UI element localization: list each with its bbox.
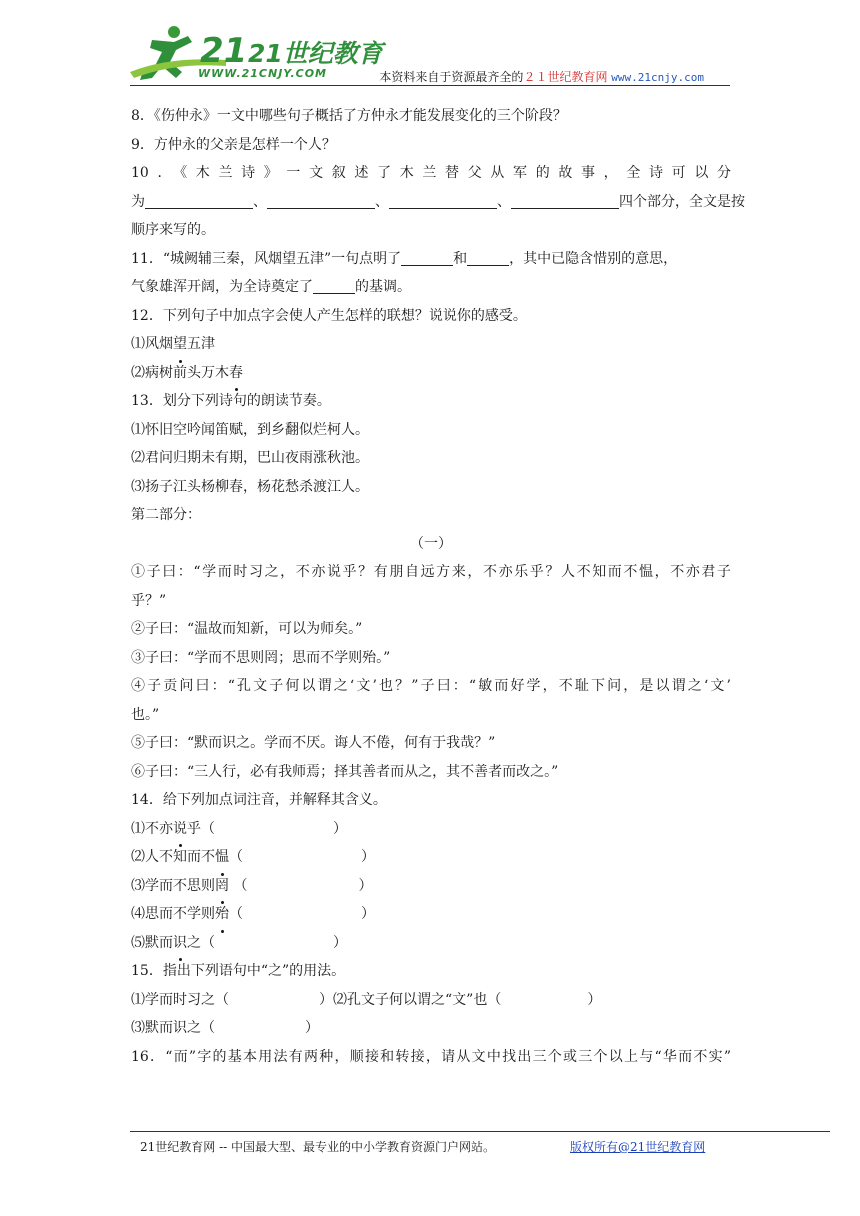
text-fragment: 之（	[187, 934, 215, 951]
question-15-items-row	[131, 986, 731, 1015]
separator: 、	[497, 193, 511, 210]
text-fragment: ⑶学而不思则	[131, 877, 215, 894]
part-two-title: 第二部分：	[131, 507, 201, 523]
page-header	[130, 22, 730, 86]
question-11-line-1	[131, 245, 731, 274]
question-13-item: ⑶扬子江头杨柳春，杨花愁杀渡江人。	[131, 478, 369, 495]
question-16: 16．“而”字的基本用法有两种，顺接和转接，请从文中找出三个或三个以上与“华而不实”	[131, 1048, 731, 1065]
text-fragment: （	[229, 877, 248, 894]
text-fragment: ，其中已隐含惜别的意思，	[509, 250, 678, 267]
header-source-line	[379, 68, 704, 85]
question-13-item: ⑵君问归期未有期，巴山夜雨涨秋池。	[131, 450, 369, 466]
text-fragment: 气象雄浑开阔，为全诗奠定了	[131, 279, 313, 295]
question-14-stem: 14．给下列加点词注音，并解释其含义。	[131, 792, 387, 808]
text-fragment: 五津	[187, 336, 215, 352]
page-footer	[140, 1138, 706, 1155]
text-fragment: ）	[305, 1020, 319, 1036]
text-fragment: ）	[333, 934, 347, 951]
dotted-character: 识	[173, 929, 187, 958]
question-12-item-1	[131, 330, 731, 359]
footer-divider	[130, 1131, 830, 1132]
passage-line: ⑤子曰：“默而识之。学而不厌。诲人不倦，何有于我哉？”	[131, 735, 496, 751]
passage-line: 乎？”	[131, 592, 167, 609]
header-divider	[130, 85, 730, 86]
passage-line: ③子曰：“学而不思则罔；思而不学则殆。”	[131, 649, 391, 666]
question-14-item	[131, 815, 731, 844]
passage-line: ④子贡问曰：“孔文子何以谓之‘文’也？”子曰：“敏而好学，不耻下问，是以谓之‘文’	[131, 678, 731, 694]
question-14-item	[131, 900, 731, 929]
question-14-item	[131, 929, 731, 958]
text-fragment: ）	[361, 849, 375, 865]
question-15-stem: 15．指出下列语句中“之”的用法。	[131, 963, 346, 979]
text-fragment: ）	[361, 906, 375, 922]
footer-description: 21世纪教育网 -- 中国最大型、最专业的中小学教育资源门户网站。	[140, 1140, 496, 1154]
text-fragment: 四个部分，全文是按	[619, 193, 745, 210]
text-fragment: ⑵人不知而不	[131, 849, 215, 865]
question-8: 8．《伤仲永》一文中哪些句子概括了方仲永才能发展变化的三个阶段？	[131, 108, 567, 124]
question-14-item	[131, 843, 731, 872]
passage-line: ①子曰：“学而时习之，不亦说乎？有朋自远方来，不亦乐乎？人不知而不愠，不亦君子	[131, 564, 731, 580]
footer-copyright-link[interactable]: 版权所有@21世纪教育网	[570, 1140, 706, 1154]
passage-line: ⑥子曰：“三人行，必有我师焉；择其善者而从之，其不善者而改之。”	[131, 763, 559, 780]
dotted-character: 说	[173, 815, 187, 844]
text-fragment: 和	[453, 250, 468, 267]
dotted-character: 望	[173, 330, 187, 359]
fill-blank	[267, 192, 375, 209]
text-fragment: ⑵孔文子何以谓之“文”也（	[333, 991, 502, 1008]
question-11-line-2	[131, 273, 731, 302]
section-heading: （一）	[410, 535, 452, 552]
text-fragment: ⑶默而识之（	[131, 1020, 215, 1036]
dotted-character: 殆	[215, 900, 229, 929]
question-12-item-2	[131, 359, 731, 388]
question-14-item	[131, 872, 731, 901]
text-fragment: ⑸默而	[131, 934, 173, 951]
header-source-highlight[interactable]: ２１世纪教育网	[523, 70, 608, 84]
question-9: 9．方仲永的父亲是怎样一个人？	[131, 136, 336, 153]
text-fragment: ）	[333, 820, 347, 837]
text-fragment: 的基调。	[355, 279, 411, 295]
svg-text:21: 21	[200, 31, 248, 71]
separator: 、	[375, 193, 389, 210]
fill-blank	[401, 249, 453, 266]
site-logo[interactable]	[130, 22, 383, 86]
passage-line: ②子曰：“温故而知新，可以为师矣。”	[131, 621, 363, 637]
text-fragment: ⑴学而时习之（	[131, 991, 229, 1008]
text-fragment: 乎（	[187, 820, 215, 837]
text-fragment: ）	[319, 991, 333, 1008]
logo-url: WWW.21CNJY.COM	[198, 67, 327, 80]
text-fragment: （	[229, 849, 243, 865]
text-fragment: ⑴不亦	[131, 820, 173, 837]
text-fragment: （	[229, 906, 243, 922]
dotted-character: 愠	[215, 843, 229, 872]
fill-blank	[313, 277, 355, 294]
text-fragment: ）	[587, 991, 602, 1008]
logo-text: 21世纪教育	[248, 39, 383, 68]
passage-line: 也。”	[131, 706, 160, 723]
header-source-prefix: 本资料来自于资源最齐全的	[379, 70, 524, 84]
question-10-line-1: 10．《木兰诗》一文叙述了木兰替父从军的故事，全诗可以分	[131, 165, 731, 181]
text-fragment: ⑷思而不学则	[131, 906, 215, 922]
question-12-stem: 12．下列句子中加点字会使人产生怎样的联想？说说你的感受。	[131, 307, 527, 324]
dotted-character: 罔	[215, 872, 229, 901]
question-13-stem: 13．划分下列诗句的朗读节奏。	[131, 393, 331, 409]
question-10-line-3: 顺序来写的。	[131, 222, 215, 238]
question-15-item-3	[131, 1014, 731, 1043]
text-fragment: ）	[358, 877, 373, 894]
document-body	[131, 102, 745, 1071]
text-fragment: ⑵病树前头万木	[131, 364, 229, 381]
text-fragment: 11．“城阙辅三秦，风烟望五津”一句点明了	[131, 250, 402, 267]
text-fragment: ⑴风烟	[131, 336, 173, 352]
header-source-site[interactable]: www.21cnjy.com	[611, 71, 704, 84]
dotted-character: 春	[229, 359, 243, 388]
separator: 、	[253, 193, 267, 210]
question-13-item: ⑴怀旧空吟闻笛赋，到乡翻似烂柯人。	[131, 421, 369, 438]
fill-blank	[511, 192, 619, 209]
fill-blank	[389, 192, 497, 209]
fill-blank	[467, 249, 509, 266]
text-fragment: 为	[131, 193, 145, 210]
question-10-line-2	[131, 188, 745, 217]
fill-blank	[145, 192, 253, 209]
